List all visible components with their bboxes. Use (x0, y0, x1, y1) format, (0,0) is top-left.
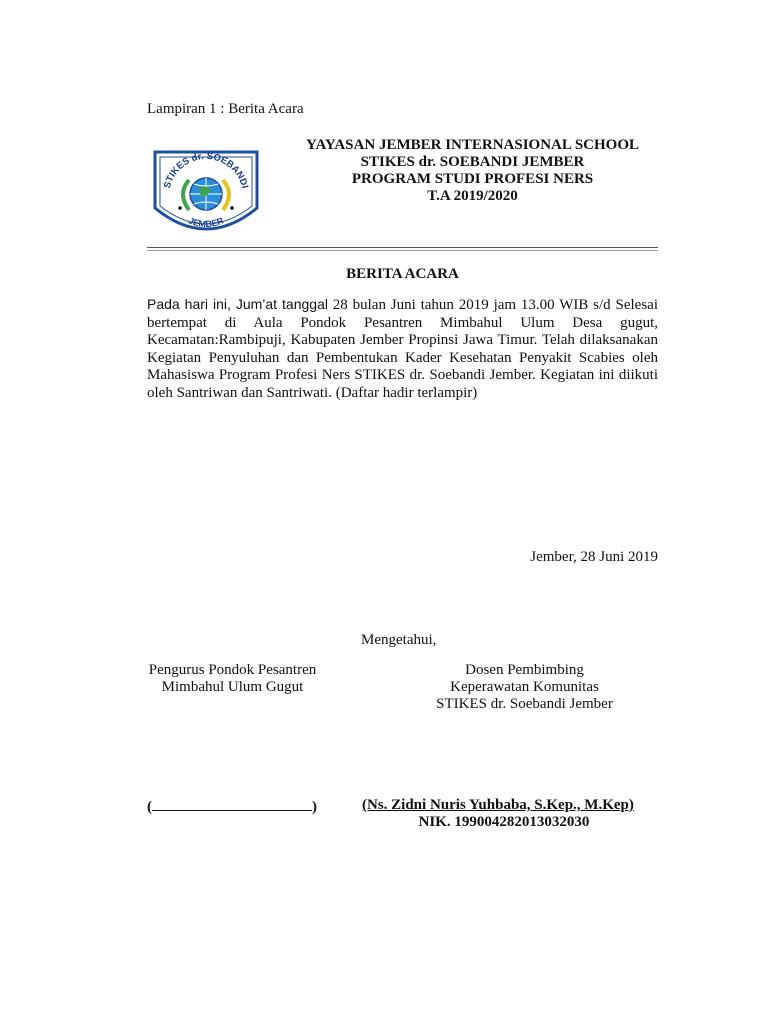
right-signatory-nik: NIK. 199004282013032030 (418, 814, 590, 830)
attachment-label: Lampiran 1 : Berita Acara (147, 101, 304, 117)
letterhead (275, 137, 670, 205)
right-signatory-org: STIKES dr. Soebandi Jember (436, 696, 613, 712)
signature-line (152, 797, 312, 811)
logo-top-text: STIKES dr. SOEBANDI (161, 150, 251, 190)
place-date: Jember, 28 Juni 2019 (530, 549, 658, 565)
logo-bottom-text: JEMBER (187, 215, 225, 230)
academic-year: T.A 2019/2020 (427, 188, 518, 204)
right-signatory (392, 662, 657, 713)
program-name: PROGRAM STUDI PROFESI NERS (351, 171, 594, 187)
header-divider-thin (147, 250, 658, 251)
right-signatory-dept: Keperawatan Komunitas (450, 679, 599, 695)
foundation-name: YAYASAN JEMBER INTERNASIONAL SCHOOL (305, 137, 639, 153)
left-signatory-org: Mimbahul Ulum Gugut (161, 679, 304, 695)
left-signatory (140, 662, 325, 696)
body-paragraph (147, 296, 658, 402)
institution-logo (147, 138, 265, 243)
paren-open: ( (147, 799, 152, 815)
institution-name: STIKES dr. SOEBANDI JEMBER (360, 154, 585, 170)
right-signatory-name: (Ns. Zidni Nuris Yuhbaba, S.Kep., M.Kep) (362, 797, 634, 813)
paren-close: ) (312, 799, 317, 815)
document-title: BERITA ACARA (346, 266, 459, 282)
body-rest: 28 bulan Juni tahun 2019 jam 13.00 WIB s/d Selesai bertempat di Aula Pondok Pesantren Mimbahul Ulum Desa gugut, Kecamatan:Rambipuji, Kabupaten Jember Propinsi Jawa Timur. Telah dilaksanakan Kegiatan Penyuluhan dan Pembentukan Kader Kesehatan Penyakit Scabies oleh Mahasiswa Program Profesi Ners STIKES dr. Soebandi Jember. Kegiatan ini diikuti oleh Santriwan dan Santriwati. (Daftar hadir terlampir) (147, 297, 658, 401)
body-lead: Pada hari ini, Jum’at tanggal (147, 296, 328, 312)
left-signature-blank (147, 797, 317, 816)
left-signatory-title: Pengurus Pondok Pesantren (148, 662, 317, 678)
right-signatory-title: Dosen Pembimbing (465, 662, 584, 678)
acknowledged-label: Mengetahui, (361, 632, 437, 648)
header-divider (147, 247, 658, 248)
